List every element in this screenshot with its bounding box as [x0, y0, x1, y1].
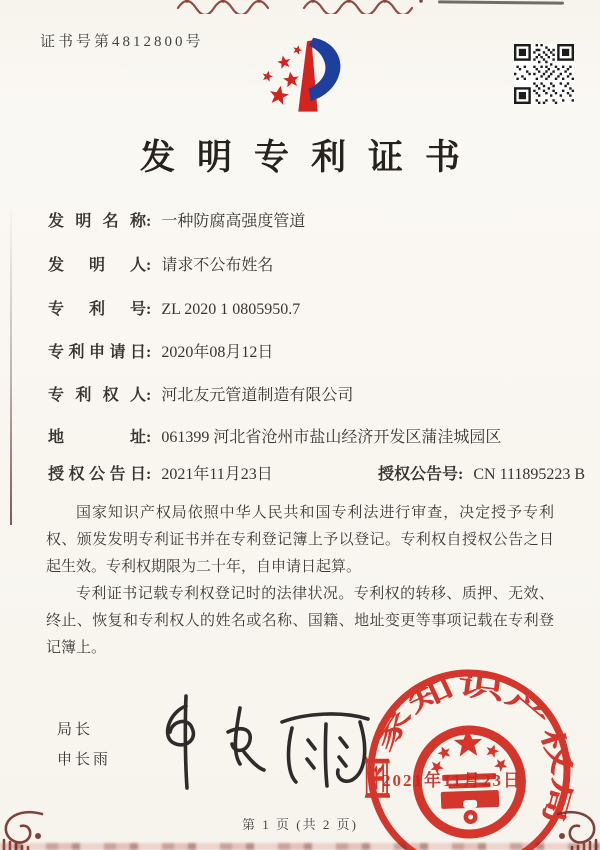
field-value: 2020年08月12日 [161, 344, 274, 361]
field-grant-number: 授权公告号: CN 111895223 B [378, 466, 586, 483]
legal-text [46, 500, 554, 662]
certificate-title: 发明专利证书 [139, 138, 482, 177]
commissioner-name: 申长雨 [57, 752, 112, 768]
certificate-number: 证书号第4812800号 [40, 34, 204, 50]
field-value: CN 111895223 B [473, 466, 586, 483]
field-value: 061399 河北省沧州市盐山经济开发区蒲洼城园区 [161, 429, 502, 446]
qr-code [514, 44, 574, 104]
page-fold-crease [10, 205, 12, 525]
field-label: 专利申请日 [48, 344, 146, 361]
field-filing-date: 专利申请日: 2020年08月12日 [48, 339, 568, 362]
field-value: 2021年11月23日 [161, 466, 273, 483]
field-label: 发明人 [48, 257, 146, 274]
legal-paragraph-1: 国家知识产权局依照中华人民共和国专利法进行审查，决定授予专利权、颁发发明专利证书并在专利登记簿上予以登记。专利权自授权公告之日起生效。专利权期限为二十年，自申请日起算。 [46, 505, 554, 575]
field-label: 专利权人 [48, 387, 146, 404]
field-value: 河北友元管道制造有限公司 [161, 387, 354, 404]
handwritten-signature-icon [140, 690, 390, 794]
page-number: 第 1 页 (共 2 页) [242, 817, 358, 832]
field-value: 一种防腐高强度管道 [161, 213, 306, 230]
field-invention-name: 发明名称: 一种防腐高强度管道 [48, 208, 568, 231]
top-edge-line [438, 0, 564, 4]
field-address: 地址: 061399 河北省沧州市盐山经济开发区蒲洼城园区 [48, 424, 568, 447]
top-scroll-ornament-icon [176, 0, 428, 14]
patent-office-logo-icon [242, 36, 358, 124]
seal-date-stamp: 2021年11月23日 [382, 771, 523, 790]
field-value: 请求不公布姓名 [161, 257, 274, 274]
field-inventor: 发明人: 请求不公布姓名 [48, 252, 568, 275]
field-label: 授权公告日 [48, 466, 146, 483]
legal-paragraph-2: 专利证书记载专利权登记时的法律状况。专利权的转移、质押、无效、终止、恢复和专利权人的姓名或名称、国籍、地址变更等事项记载在专利登记簿上。 [46, 586, 554, 656]
svg-text:国家知识产权局 [359, 666, 580, 836]
field-label: 授权公告号 [378, 466, 459, 483]
field-value: ZL 2020 1 0805950.7 [161, 301, 301, 318]
bottom-edge-decoration [0, 843, 600, 850]
field-patent-number: 专利号: ZL 2020 1 0805950.7 [48, 296, 568, 319]
field-patentee: 专利权人: 河北友元管道制造有限公司 [48, 382, 568, 405]
seal-ring-text: 国家知识产权局 [363, 669, 578, 810]
field-grant-info: 授权公告日: 2021年11月23日 授权公告号: CN 111895223 B [48, 461, 568, 484]
field-label: 专利号 [48, 301, 146, 318]
field-label: 地址 [48, 429, 146, 446]
commissioner-title: 局长 [57, 722, 94, 738]
field-label: 发明名称 [48, 213, 146, 230]
